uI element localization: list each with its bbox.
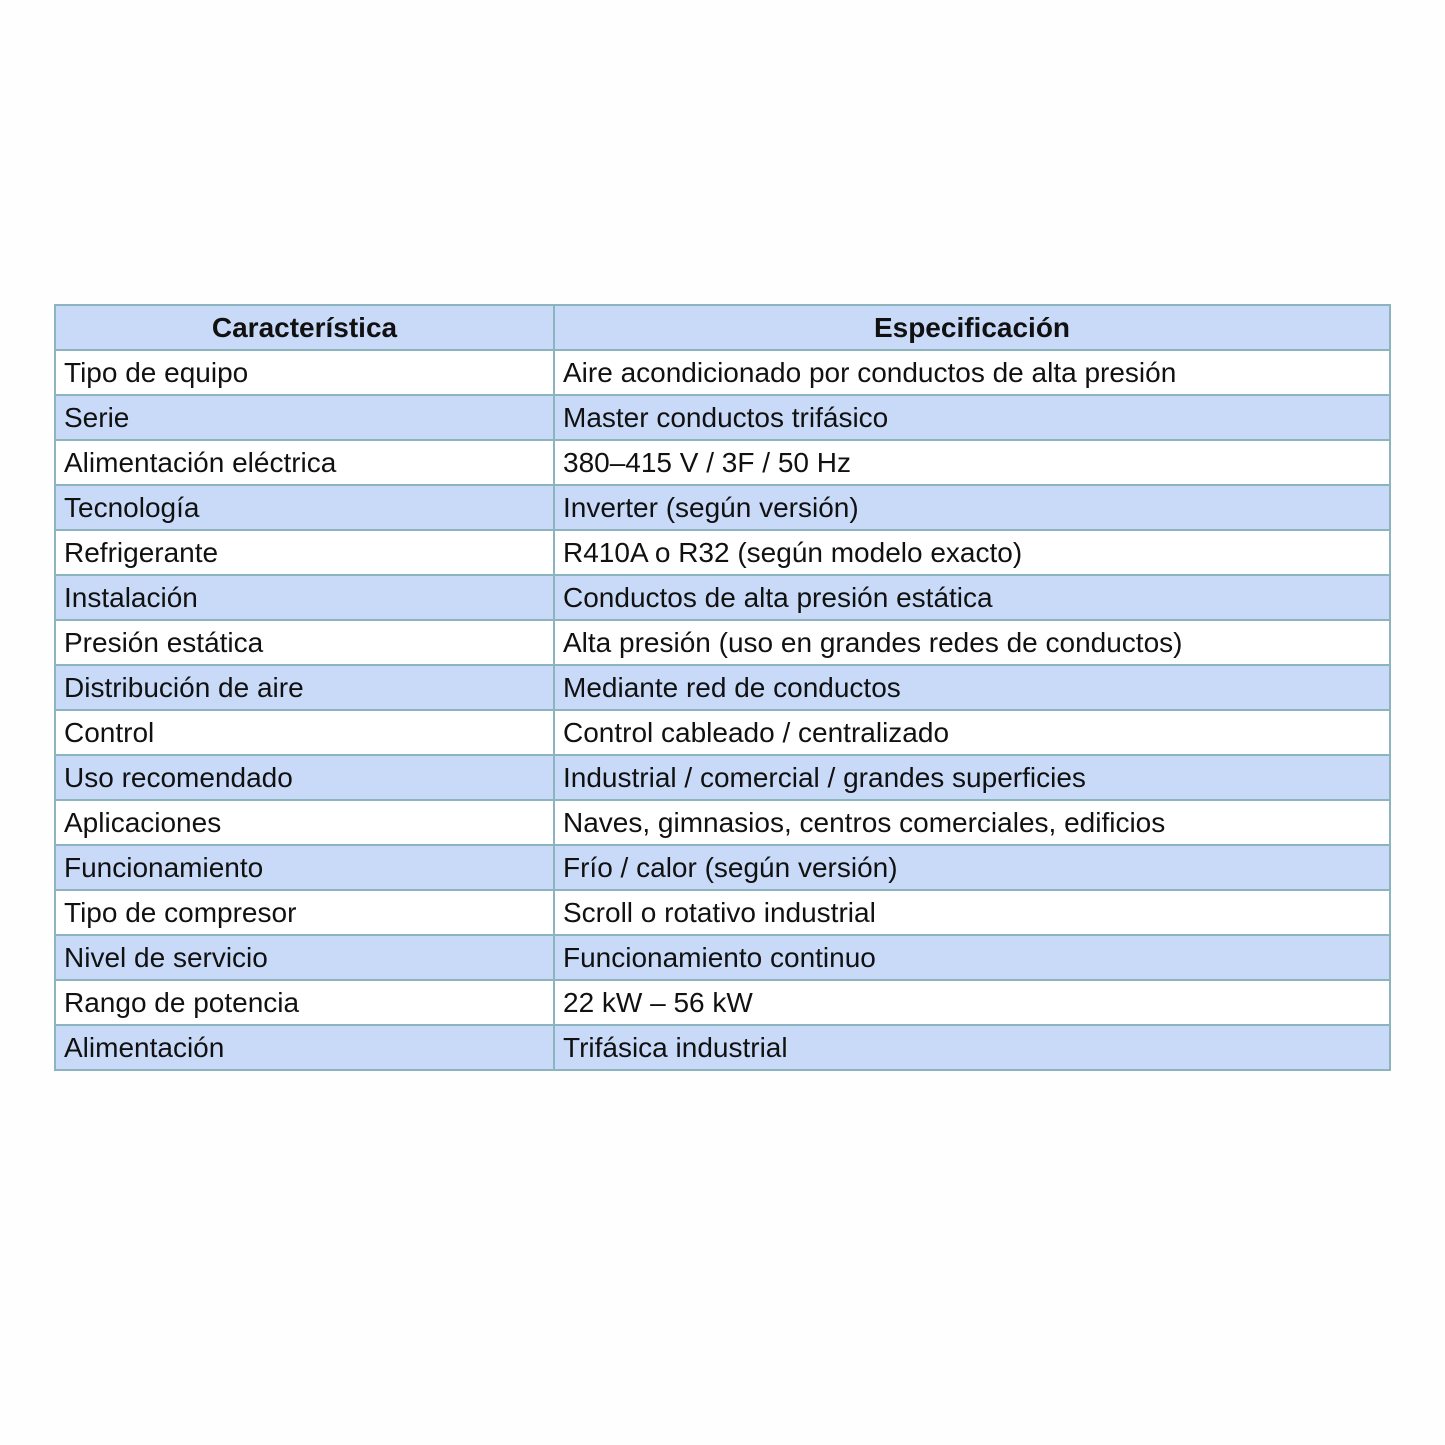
spec-cell: Frío / calor (según versión) (554, 845, 1390, 890)
feature-cell: Aplicaciones (55, 800, 554, 845)
spec-cell: Inverter (según versión) (554, 485, 1390, 530)
header-row (55, 305, 1390, 350)
spec-cell: Alta presión (uso en grandes redes de conductos) (554, 620, 1390, 665)
table-row (55, 755, 1390, 800)
spec-cell: Industrial / comercial / grandes superficies (554, 755, 1390, 800)
spec-cell: Scroll o rotativo industrial (554, 890, 1390, 935)
spec-cell: 380–415 V / 3F / 50 Hz (554, 440, 1390, 485)
table-row (55, 1025, 1390, 1070)
feature-cell: Alimentación (55, 1025, 554, 1070)
table-row (55, 890, 1390, 935)
table-row (55, 710, 1390, 755)
table-row (55, 440, 1390, 485)
feature-cell: Serie (55, 395, 554, 440)
spec-cell: 22 kW – 56 kW (554, 980, 1390, 1025)
feature-cell: Uso recomendado (55, 755, 554, 800)
feature-cell: Refrigerante (55, 530, 554, 575)
feature-cell: Tipo de equipo (55, 350, 554, 395)
spec-cell: Control cableado / centralizado (554, 710, 1390, 755)
table-row (55, 395, 1390, 440)
spec-cell: R410A o R32 (según modelo exacto) (554, 530, 1390, 575)
table-row (55, 980, 1390, 1025)
spec-cell: Mediante red de conductos (554, 665, 1390, 710)
spec-cell: Conductos de alta presión estática (554, 575, 1390, 620)
spec-cell: Master conductos trifásico (554, 395, 1390, 440)
feature-cell: Nivel de servicio (55, 935, 554, 980)
table-row (55, 800, 1390, 845)
feature-cell: Tipo de compresor (55, 890, 554, 935)
table-row (55, 575, 1390, 620)
spec-cell: Aire acondicionado por conductos de alta presión (554, 350, 1390, 395)
feature-cell: Funcionamiento (55, 845, 554, 890)
spec-table (54, 304, 1391, 1071)
feature-cell: Control (55, 710, 554, 755)
table-row (55, 845, 1390, 890)
header-caracteristica: Característica (55, 305, 554, 350)
table-row (55, 935, 1390, 980)
table-row (55, 620, 1390, 665)
feature-cell: Distribución de aire (55, 665, 554, 710)
feature-cell: Instalación (55, 575, 554, 620)
table-row (55, 665, 1390, 710)
table-header (55, 305, 1390, 350)
table-row (55, 530, 1390, 575)
table-body (55, 350, 1390, 1070)
feature-cell: Alimentación eléctrica (55, 440, 554, 485)
spec-cell: Trifásica industrial (554, 1025, 1390, 1070)
spec-cell: Naves, gimnasios, centros comerciales, edificios (554, 800, 1390, 845)
table-row (55, 350, 1390, 395)
feature-cell: Tecnología (55, 485, 554, 530)
feature-cell: Rango de potencia (55, 980, 554, 1025)
table-row (55, 485, 1390, 530)
header-especificacion: Especificación (554, 305, 1390, 350)
spec-cell: Funcionamiento continuo (554, 935, 1390, 980)
feature-cell: Presión estática (55, 620, 554, 665)
